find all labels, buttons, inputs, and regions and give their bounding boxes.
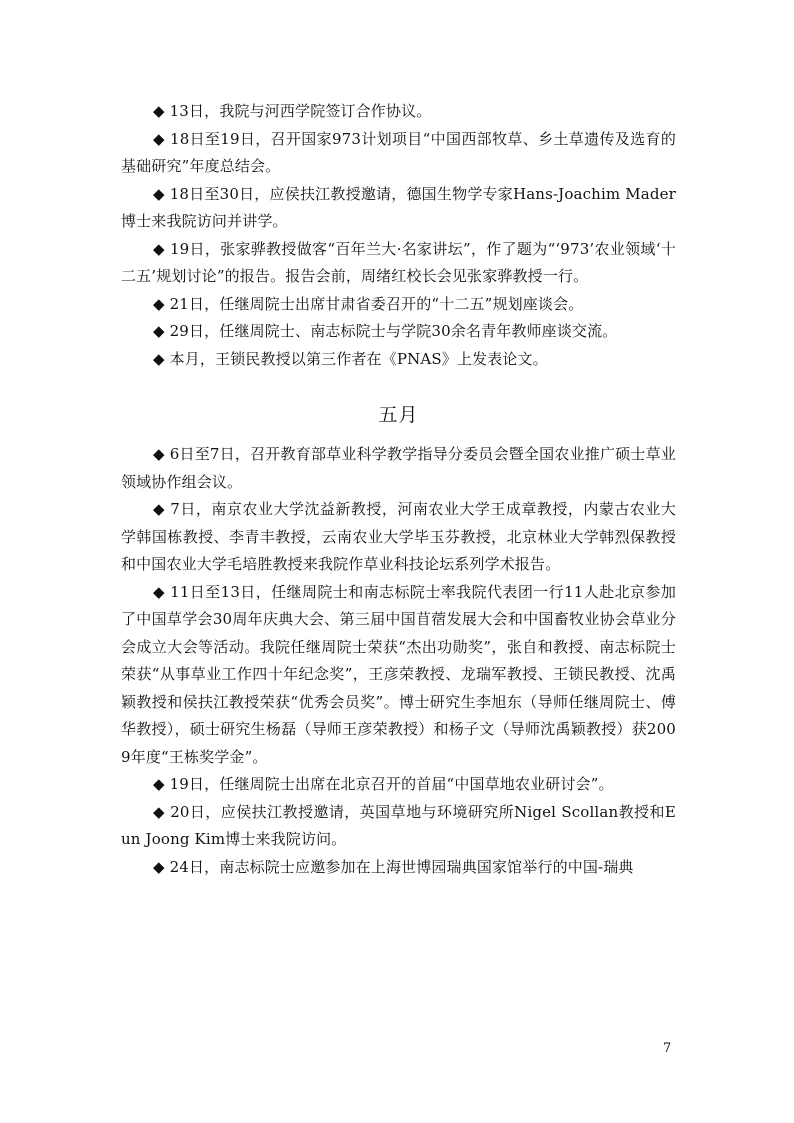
page-content [121,98,676,881]
event-item: ◆ 29日，任继周院士、南志标院士与学院30余名青年教师座谈交流。 [153,322,618,340]
event-item: ◆ 13日，我院与河西学院签订合作协议。 [153,102,432,120]
event-item: ◆ 20日，应侯扶江教授邀请，英国草地与环境研究所Nigel Scollan教授和Eun Joong Kim博士来我院访问。 [121,802,676,848]
event-item: ◆ 11日至13日，任继周院士和南志标院士率我院代表团一行11人赴北京参加了中国草学会30周年庆典大会、第三届中国苜蓿发展大会和中国畜牧业协会草业分会成立大会等活动。我院任继周院士荣获“杰出功勋奖”，张自和教授、南志标院士荣获“从事草业工作四十年纪念奖”，王彦荣教授、龙瑞军教授、王锁民教授、沈禹颖教授和侯扶江教授荣获“优秀会员奖”。博士研究生李旭东（导师任继周院士、傅华教授），硕士研究生杨磊（导师王彦荣教授）和杨子文（导师沈禹颖教授）获2009年度“王栋奖学金”。 [121,582,676,766]
event-item: ◆ 7日，南京农业大学沈益新教授，河南农业大学王成章教授，内蒙古农业大学韩国栋教授、李青丰教授，云南农业大学毕玉芬教授，北京林业大学韩烈保教授和中国农业大学毛培胜教授来我院作草业科技论坛系列学术报告。 [121,500,676,573]
page-number: 7 [663,1041,672,1056]
event-item: ◆ 18日至19日，召开国家973计划项目“中国西部牧草、乡土草遗传及选育的基础研究”年度总结会。 [121,129,676,175]
event-item: ◆ 18日至30日，应侯扶江教授邀请，德国生物学专家Hans-Joachim Mader博士来我院访问并讲学。 [121,184,676,230]
event-item: ◆ 19日，张家骅教授做客“百年兰大·名家讲坛”，作了题为“‘973’农业领域‘十二五’规划讨论”的报告。报告会前，周绪红校长会见张家骅教授一行。 [121,239,676,285]
section-title-may: 五月 [378,404,419,426]
event-item: ◆ 本月，王锁民教授以第三作者在《PNAS》上发表论文。 [153,349,548,368]
event-item: ◆ 21日，任继周院士出席甘肃省委召开的“十二五”规划座谈会。 [153,294,584,313]
event-item: ◆ 6日至7日，召开教育部草业科学教学指导分委员会暨全国农业推广硕士草业领域协作组会议。 [121,445,676,491]
event-item: ◆ 19日，任继周院士出席在北京召开的首届“中国草地农业研讨会”。 [153,775,614,793]
event-item: ◆ 24日，南志标院士应邀参加在上海世博园瑞典国家馆举行的中国-瑞典 [153,857,634,876]
